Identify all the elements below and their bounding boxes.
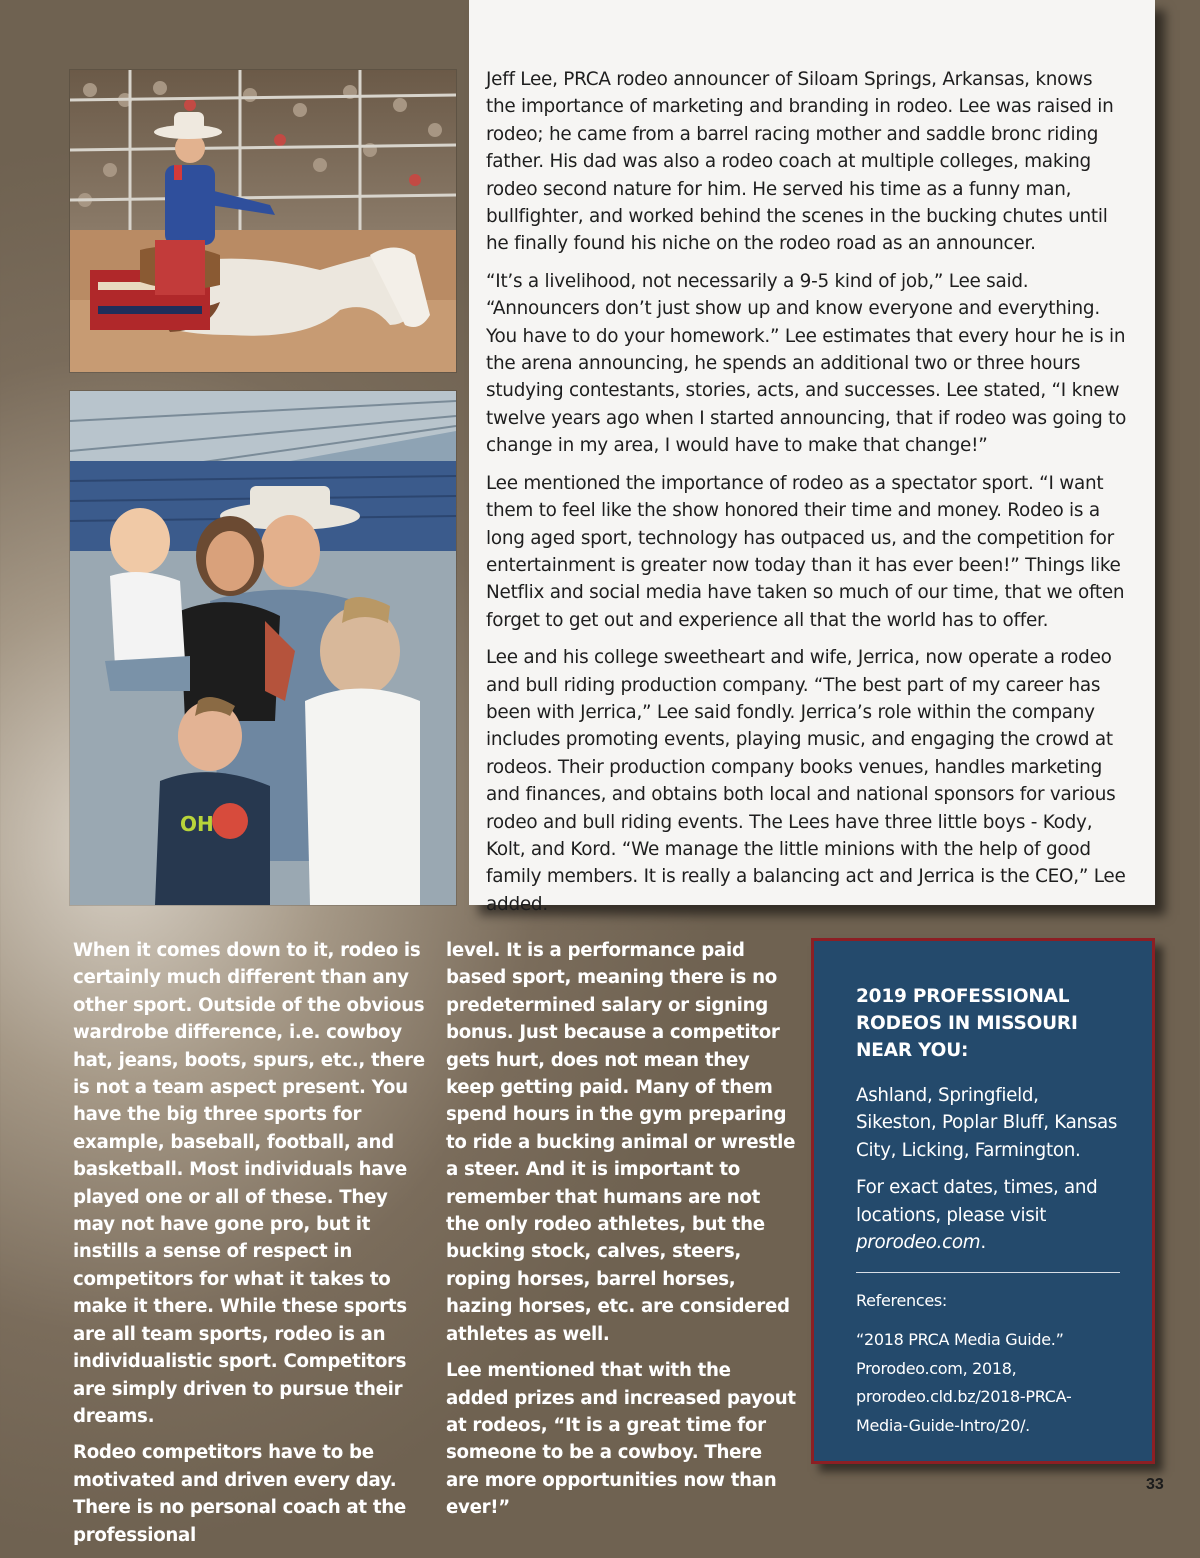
announcer-on-horse-photo xyxy=(70,70,456,372)
sidebar-divider xyxy=(856,1272,1120,1273)
sidebar-heading: 2019 PROFESSIONAL RODEOS IN MISSOURI NEAR YOU: xyxy=(856,986,1078,1061)
family-portrait-photo xyxy=(70,391,456,905)
left-column xyxy=(73,937,425,1558)
svg-text:OH: OH xyxy=(180,812,214,836)
references-label: References: xyxy=(856,1291,947,1311)
article-paragraph: Jeff Lee, PRCA rodeo announcer of Siloam Springs, Arkansas, knows the importance of marketing and branding in rodeo. Lee was raised in rodeo; he came from a barrel racing mother and saddle bronc riding father. His dad was also a rodeo coach at multiple colleges, making rodeo second nature for him. He served his time as a funny man, bullfighter, and worked behind the scenes in the bucking chutes until he finally found his niche on the rodeo road as an announcer. xyxy=(486,69,1114,255)
sidebar-visit-text: For exact dates, times, and locations, please visit xyxy=(856,1177,1098,1226)
prorodeo-link[interactable]: prorodeo.com xyxy=(856,1232,981,1254)
sidebar-visit xyxy=(856,1174,1118,1256)
page-number: 33 xyxy=(1146,1476,1164,1493)
column-paragraph: When it comes down to it, rodeo is certainly much different than any other sport. Outside of the obvious wardrobe difference, i.e. cowboy hat, jeans, boots, spurs, etc., there is not a team aspect present. You have the big three sports for example, baseball, football, and basketball. Most individuals have played one or all of these. They may not have gone pro, but it instills a sense of respect in competitors for what it takes to make it there. While these sports are all team sports, rodeo is an individualistic sport. Competitors are simply driven to pursue their dreams. xyxy=(73,940,425,1427)
article-text-box xyxy=(469,0,1155,915)
column-paragraph: Rodeo competitors have to be motivated and driven every day. There is no personal coach at the professional xyxy=(73,1442,406,1546)
sidebar-locations: Ashland, Springfield, Sikeston, Poplar Bluff, Kansas City, Licking, Farmington. xyxy=(856,1085,1118,1161)
rodeo-info-sidebar xyxy=(811,938,1155,1464)
middle-column xyxy=(446,937,798,1531)
reference-entry: “2018 PRCA Media Guide.” Prorodeo.com, 2018, prorodeo.cld.bz/2018-PRCA-Media-Guide-Intro/20/. xyxy=(856,1330,1072,1435)
article-paragraph: Lee and his college sweetheart and wife, Jerrica, now operate a rodeo and bull riding production company. “The best part of my career has been with Jerrica,” Lee said fondly. Jerrica’s role within the company includes promoting events, playing music, and engaging the crowd at rodeos. Their production company books venues, handles marketing and finances, and obtains both local and national sponsors for various rodeo and bull riding events. The Lees have three little boys - Kody, Kolt, and Kord. “We manage the little minions with the help of good family members. It is really a balancing act and Jerrica is the CEO,” Lee added. xyxy=(486,647,1126,915)
column-paragraph: Lee mentioned that with the added prizes and increased payout at rodeos, “It is a great time for someone to be a cowboy. There are more opportunities now than ever!” xyxy=(446,1360,796,1519)
column-paragraph: level. It is a performance paid based sport, meaning there is no predetermined salary or signing bonus. Just because a competitor gets hurt, does not mean they keep getting paid. Many of them spend hours in the gym preparing to ride a bucking animal or wrestle a steer. And it is important to remember that humans are not the only rodeo athletes, but the bucking stock, calves, steers, roping horses, barrel horses, hazing horses, etc. are considered athletes as well. xyxy=(446,940,796,1345)
sidebar-visit-end: . xyxy=(980,1232,986,1254)
article-paragraph: Lee mentioned the importance of rodeo as a spectator sport. “I want them to feel like the show honored their time and money. Rodeo is a long aged sport, technology has outpaced us, and the competition for entertainment is greater now today than it has ever been!” Things like Netflix and social media have taken so much of our time, that we often forget to get out and experience all that the world has to offer. xyxy=(486,472,1125,631)
article-paragraph: “It’s a livelihood, not necessarily a 9-5 kind of job,” Lee said. “Announcers don’t just show up and know everyone and everything. You have to do your homework.” Lee estimates that every hour he is in the arena announcing, he spends an additional two or three hours studying contestants, stories, acts, and successes. Lee stated, “I knew twelve years ago when I started announcing, that if rodeo was going to change in my area, I would have to make that change!” xyxy=(486,270,1127,457)
